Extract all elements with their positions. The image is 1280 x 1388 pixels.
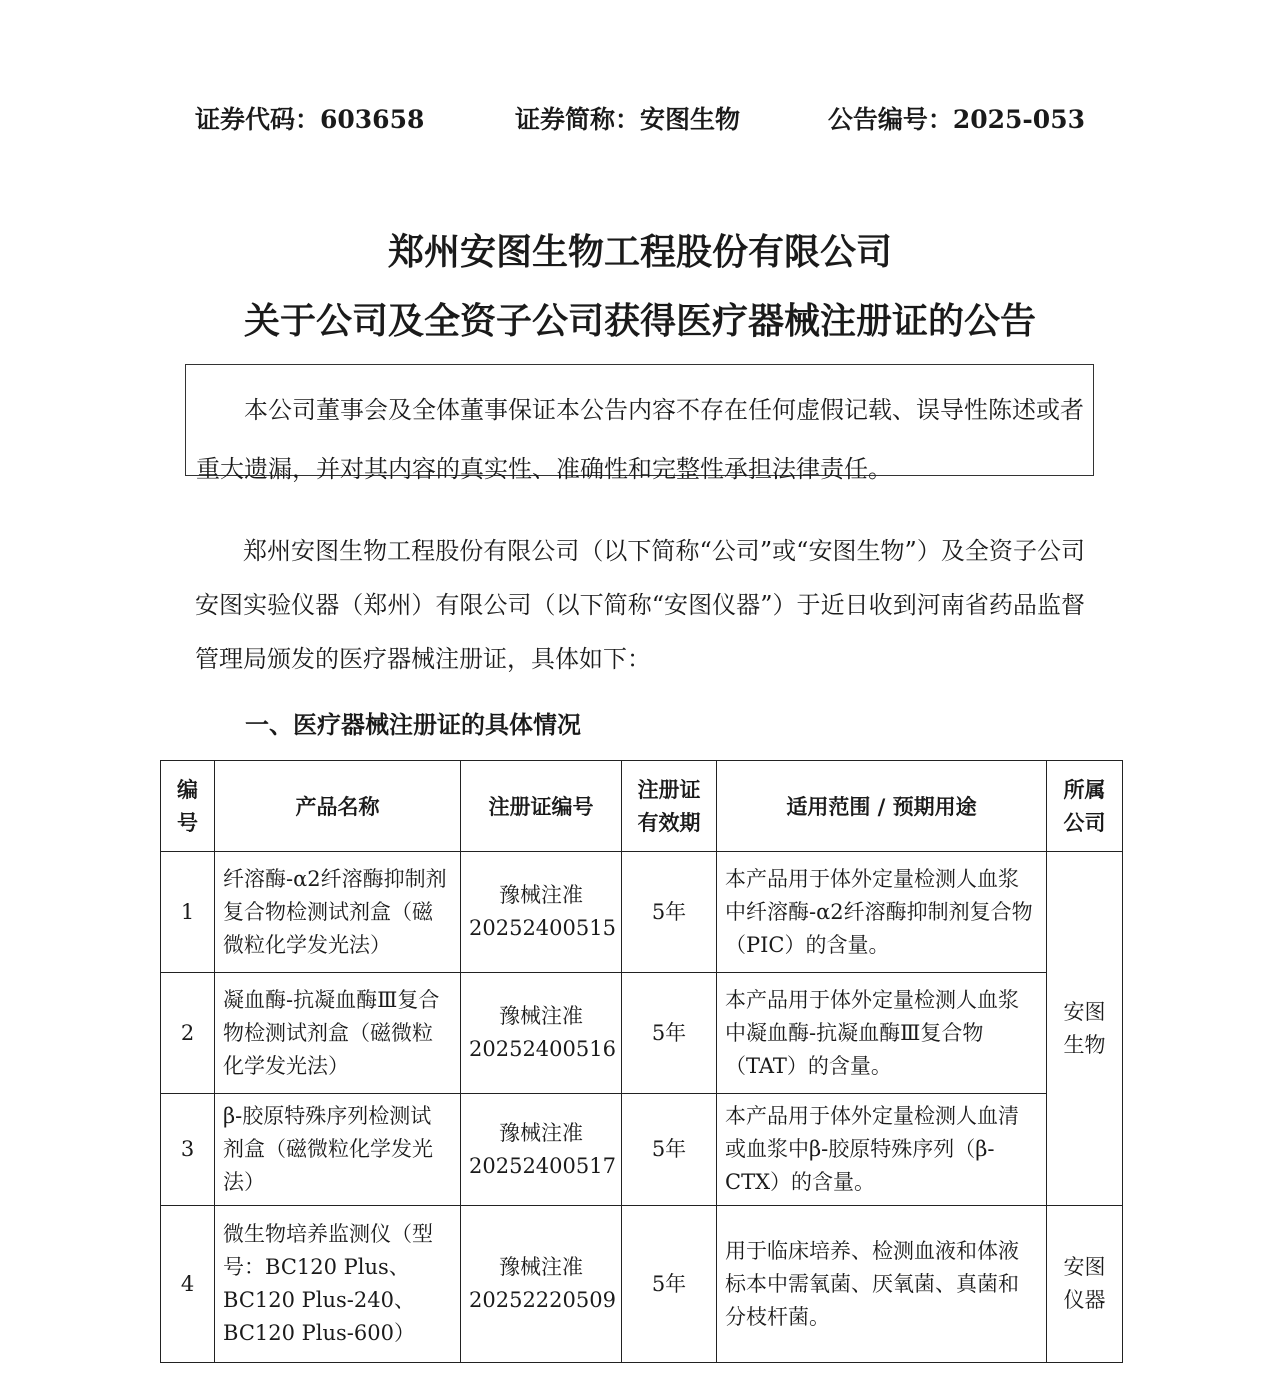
cell-product-name: β-胶原特殊序列检测试剂盒（磁微粒化学发光法） (215, 1094, 461, 1206)
table-row (161, 1094, 1123, 1206)
header-company: 所属公司 (1047, 761, 1123, 852)
cell-validity: 5年 (622, 852, 717, 973)
table-row (161, 973, 1123, 1094)
header-no: 编号 (161, 761, 215, 852)
cell-scope: 本产品用于体外定量检测人血清或血浆中β-胶原特殊序列（β-CTX）的含量。 (717, 1094, 1047, 1206)
registration-code: 20252400517 (469, 1153, 616, 1178)
registration-code: 20252400516 (469, 1037, 616, 1061)
table-row (161, 1206, 1123, 1363)
announcement-header (195, 100, 1085, 136)
registration-code: 20252400515 (469, 916, 616, 940)
cell-no: 1 (161, 852, 215, 973)
cell-no: 3 (161, 1094, 215, 1206)
cell-registration-number (461, 852, 622, 973)
cell-product-name: 纤溶酶-α2纤溶酶抑制剂复合物检测试剂盒（磁微粒化学发光法） (215, 852, 461, 973)
securities-abbreviation: 证券简称：安图生物 (515, 105, 741, 134)
cell-validity: 5年 (622, 1094, 717, 1206)
board-statement-text: 本公司董事会及全体董事保证本公告内容不存在任何虚假记载、误导性陈述或者重大遗漏，并对其内容的真实性、准确性和完整性承担法律责任。 (196, 396, 1084, 483)
document-title-line-1: 郑州安图生物工程股份有限公司 (387, 232, 892, 273)
cell-product-name: 微生物培养监测仪（型号：BC120 Plus、BC120 Plus-240、BC120 Plus-600） (215, 1206, 461, 1363)
cell-company: 安图生物 (1047, 852, 1123, 1206)
cell-scope: 本产品用于体外定量检测人血浆中凝血酶-抗凝血酶Ⅲ复合物（TAT）的含量。 (717, 973, 1047, 1094)
registration-certificate-table (160, 760, 1123, 1363)
cell-validity: 5年 (622, 1206, 717, 1363)
registration-prefix: 豫械注准 (499, 1120, 583, 1145)
securities-code: 证券代码：603658 (195, 105, 425, 134)
cell-scope: 用于临床培养、检测血液和体液标本中需氧菌、厌氧菌、真菌和分枝杆菌。 (717, 1206, 1047, 1363)
table-row (161, 852, 1123, 973)
registration-code: 20252220509 (469, 1288, 616, 1312)
header-scope: 适用范围 / 预期用途 (717, 761, 1047, 852)
document-title-line-2: 关于公司及全资子公司获得医疗器械注册证的公告 (243, 301, 1036, 342)
cell-scope: 本产品用于体外定量检测人血浆中纤溶酶-α2纤溶酶抑制剂复合物（PIC）的含量。 (717, 852, 1047, 973)
header-product-name: 产品名称 (215, 761, 461, 852)
cell-company: 安图仪器 (1047, 1206, 1123, 1363)
cell-no: 2 (161, 973, 215, 1094)
announcement-body-paragraph: 郑州安图生物工程股份有限公司（以下简称“公司”或“安图生物”）及全资子公司安图实验仪器（郑州）有限公司（以下简称“安图仪器”）于近日收到河南省药品监督管理局颁发的医疗器械注册证，具体如下： (195, 537, 1085, 673)
cell-registration-number (461, 973, 622, 1094)
registration-prefix: 豫械注准 (499, 1255, 583, 1279)
announcement-number: 公告编号：2025-053 (827, 105, 1085, 134)
header-registration-number: 注册证编号 (461, 761, 622, 852)
table-header-row (161, 761, 1123, 852)
cell-no: 4 (161, 1206, 215, 1363)
registration-prefix: 豫械注准 (499, 1004, 583, 1028)
cell-registration-number (461, 1094, 622, 1206)
cell-product-name: 凝血酶-抗凝血酶Ⅲ复合物检测试剂盒（磁微粒化学发光法） (215, 973, 461, 1094)
board-statement-box (185, 364, 1094, 483)
registration-prefix: 豫械注准 (499, 883, 583, 907)
header-validity: 注册证有效期 (622, 761, 717, 852)
cell-validity: 5年 (622, 973, 717, 1094)
cell-registration-number (461, 1206, 622, 1363)
section-1-heading: 一、医疗器械注册证的具体情况 (245, 710, 581, 739)
